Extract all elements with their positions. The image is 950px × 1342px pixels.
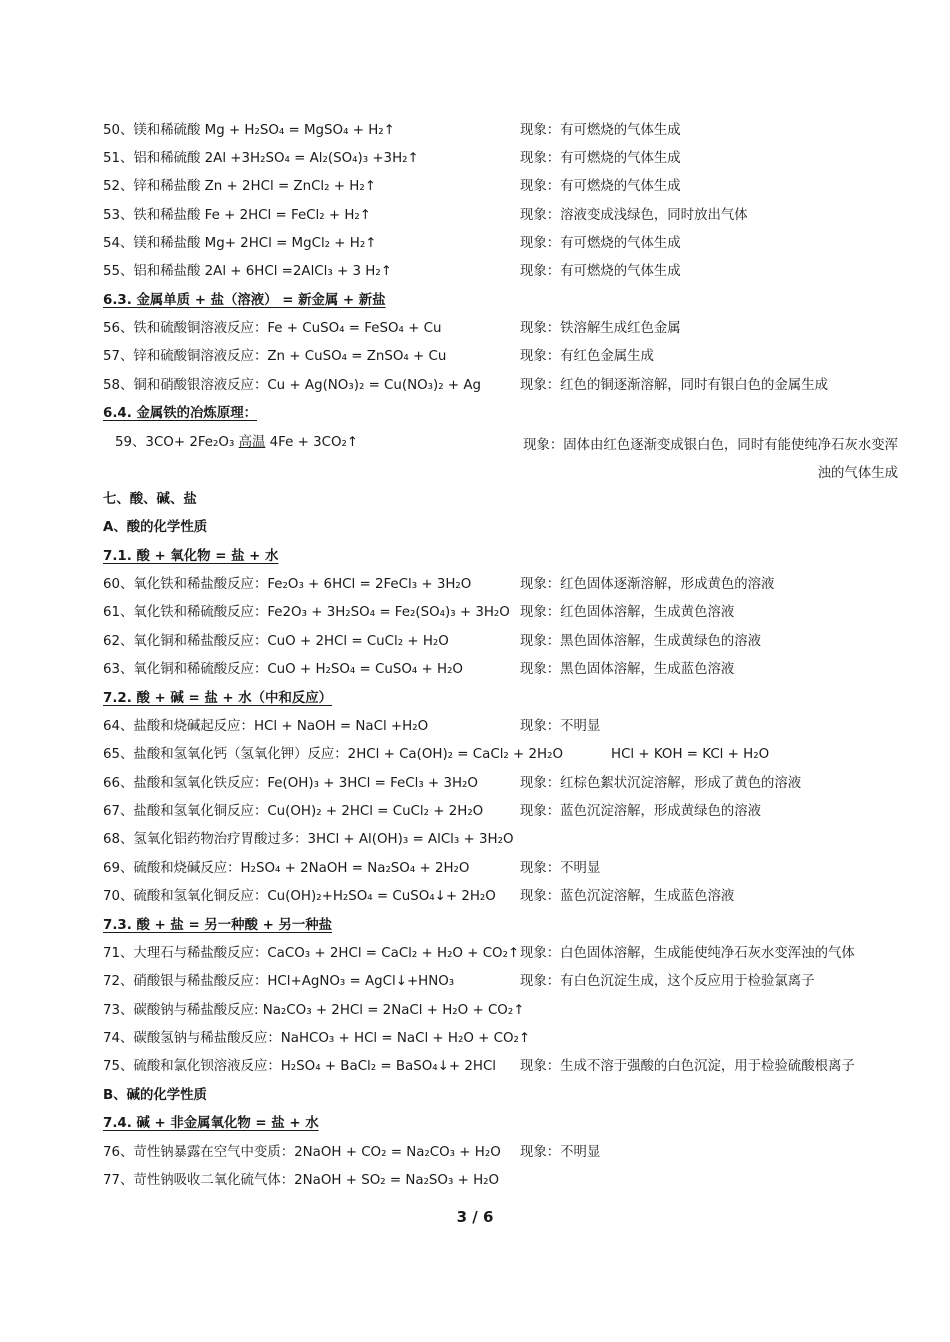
reaction-equation: 73、碳酸钠与稀盐酸反应: Na₂CO₃ + 2HCl = 2NaCl + H₂O + CO₂↑ [103,1003,525,1018]
reaction-phenomenon: 现象：黑色固体溶解，生成蓝色溶液 [520,662,735,677]
reaction-equation: 68、氢氧化铝药物治疗胃酸过多：3HCl + Al(OH)₃ = AlCl₃ + 3H₂O [103,832,514,847]
reaction-equation: 52、锌和稀盐酸 Zn + 2HCl = ZnCl₂ + H₂↑ [103,179,376,194]
reaction-equation: 74、碳酸氢钠与稀盐酸反应：NaHCO₃ + HCl = NaCl + H₂O + CO₂↑ [103,1031,531,1046]
reaction-equation: 72、硝酸银与稀盐酸反应：HCl+AgNO₃ = AgCl↓+HNO₃ [103,974,455,989]
reaction-equation: 50、镁和稀硫酸 Mg + H₂SO₄ = MgSO₄ + H₂↑ [103,123,395,138]
reaction-phenomenon: 现象：铁溶解生成红色金属 [520,321,681,336]
reaction-equation: 51、铝和稀硫酸 2Al +3H₂SO₄ = Al₂(SO₄)₃ +3H₂↑ [103,151,419,166]
reaction-phenomenon: 现象：有可燃烧的气体生成 [520,179,681,194]
reaction-equation-alt: HCl + KOH = KCl + H₂O [611,747,770,762]
reaction-equation: 56、铁和硫酸铜溶液反应：Fe + CuSO₄ = FeSO₄ + Cu [103,321,442,336]
equation-products: 4Fe + 3CO₂↑ [265,435,359,450]
reaction-equation: 61、氧化铁和稀硫酸反应：Fe2O₃ + 3H₂SO₄ = Fe₂(SO₄)₃ + 3H₂O [103,605,510,620]
reaction-phenomenon: 现象：蓝色沉淀溶解，生成蓝色溶液 [520,889,735,904]
reaction-equation: 54、镁和稀盐酸 Mg+ 2HCl = MgCl₂ + H₂↑ [103,236,377,251]
reaction-row-59-equation [115,432,358,454]
reaction-phenomenon: 现象：红色固体逐渐溶解，形成黄色的溶液 [520,577,775,592]
reaction-equation: 69、硫酸和烧碱反应：H₂SO₄ + 2NaOH = Na₂SO₄ + 2H₂O [103,861,470,876]
reaction-equation: 53、铁和稀盐酸 Fe + 2HCl = FeCl₂ + H₂↑ [103,208,372,223]
section-heading-a: A、酸的化学性质 [103,520,208,535]
reaction-equation: 58、铜和硝酸银溶液反应：Cu + Ag(NO₃)₂ = Cu(NO₃)₂ + Ag [103,378,482,393]
page-number: 3 / 6 [456,1208,494,1226]
reaction-equation: 62、氧化铜和稀盐酸反应：CuO + 2HCl = CuCl₂ + H₂O [103,634,449,649]
reaction-phenomenon: 现象：有可燃烧的气体生成 [520,236,681,251]
reaction-equation: 65、盐酸和氢氧化钙（氢氧化钾）反应：2HCl + Ca(OH)₂ = CaCl₂ + 2H₂O [103,747,564,762]
reaction-equation: 64、盐酸和烧碱起反应：HCl + NaOH = NaCl +H₂O [103,719,429,734]
reaction-equation: 55、铝和稀盐酸 2Al + 6HCl =2AlCl₃ + 3 H₂↑ [103,264,392,279]
reaction-phenomenon: 现象：有可燃烧的气体生成 [520,151,681,166]
subsection-heading-7-2: 7.2. 酸 + 碱 = 盐 + 水（中和反应） [103,691,333,706]
reaction-phenomenon: 现象：红色固体溶解，生成黄色溶液 [520,605,735,620]
reaction-equation: 57、锌和硫酸铜溶液反应：Zn + CuSO₄ = ZnSO₄ + Cu [103,349,447,364]
reaction-phenomenon: 现象：生成不溶于强酸的白色沉淀，用于检验硫酸根离子 [520,1059,855,1074]
reaction-phenomenon: 现象：溶液变成浅绿色，同时放出气体 [520,208,748,223]
reaction-equation: 63、氧化铜和稀硫酸反应：CuO + H₂SO₄ = CuSO₄ + H₂O [103,662,463,677]
reaction-phenomenon: 现象：不明显 [520,861,601,876]
reaction-phenomenon: 现象：红棕色絮状沉淀溶解，形成了黄色的溶液 [520,776,802,791]
subsection-heading-7-4: 7.4. 碱 + 非金属氧化物 = 盐 + 水 [103,1116,319,1131]
reaction-phenomenon: 现象：白色固体溶解，生成能使纯净石灰水变浑浊的气体 [520,946,855,961]
reaction-phenomenon: 现象：蓝色沉淀溶解，形成黄绿色的溶液 [520,804,762,819]
reaction-phenomenon: 现象：不明显 [520,1145,601,1160]
reaction-equation: 60、氧化铁和稀盐酸反应：Fe₂O₃ + 6HCl = 2FeCl₃ + 3H₂O [103,577,472,592]
equation-reactants: 59、3CO+ 2Fe₂O₃ [115,435,239,450]
reaction-phenomenon: 现象：红色的铜逐渐溶解，同时有银白色的金属生成 [520,378,828,393]
subsection-heading-6-3: 6.3. 金属单质 + 盐（溶液） = 新金属 + 新盐 [103,293,386,308]
reaction-equation: 70、硫酸和氢氧化铜反应：Cu(OH)₂+H₂SO₄ = CuSO₄↓+ 2H₂O [103,889,496,904]
subsection-heading-7-3: 7.3. 酸 + 盐 = 另一种酸 + 另一种盐 [103,918,333,933]
subsection-heading-6-4: 6.4. 金属铁的冶炼原理： [103,406,257,421]
reaction-row-59-phenomenon: 现象：固体由红色逐渐变成银白色，同时有能使纯净石灰水变浑浊的气体生成 [523,438,898,481]
reaction-phenomenon: 现象：黑色固体溶解，生成黄绿色的溶液 [520,634,762,649]
reaction-equation: 67、盐酸和氢氧化铜反应：Cu(OH)₂ + 2HCl = CuCl₂ + 2H₂O [103,804,484,819]
reaction-equation: 77、苛性钠吸收二氧化硫气体：2NaOH + SO₂ = Na₂SO₃ + H₂O [103,1173,500,1188]
reaction-condition: 高温 [238,435,266,450]
reaction-phenomenon: 现象：有可燃烧的气体生成 [520,264,681,279]
section-heading-b: B、碱的化学性质 [103,1088,207,1103]
reaction-equation: 76、苛性钠暴露在空气中变质：2NaOH + CO₂ = Na₂CO₃ + H₂O [103,1145,501,1160]
reaction-phenomenon: 现象：有白色沉淀生成，这个反应用于检验氯离子 [520,974,815,989]
reaction-phenomenon: 现象：有可燃烧的气体生成 [520,123,681,138]
reaction-equation: 75、硫酸和氯化钡溶液反应：H₂SO₄ + BaCl₂ = BaSO₄↓+ 2HCl [103,1059,497,1074]
section-heading-7: 七、酸、碱、盐 [103,492,197,507]
subsection-heading-7-1: 7.1. 酸 + 氧化物 = 盐 + 水 [103,549,279,564]
reaction-equation: 71、大理石与稀盐酸反应：CaCO₃ + 2HCl = CaCl₂ + H₂O + CO₂↑ [103,946,520,961]
reaction-phenomenon: 现象：有红色金属生成 [520,349,654,364]
reaction-row-65 [103,744,769,766]
reaction-phenomenon: 现象：不明显 [520,719,601,734]
reaction-equation: 66、盐酸和氢氧化铁反应：Fe(OH)₃ + 3HCl = FeCl₃ + 3H₂O [103,776,478,791]
